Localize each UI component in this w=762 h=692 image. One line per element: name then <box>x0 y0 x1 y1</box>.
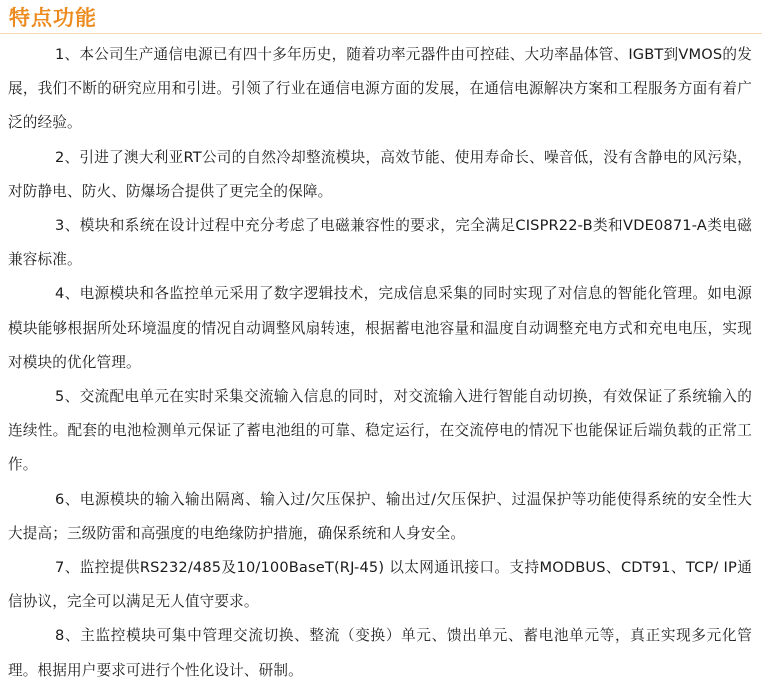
feature-list <box>8 38 752 688</box>
feature-paragraph-6: 6、电源模块的输入输出隔离、输入过/欠压保护、输出过/欠压保护、过温保护等功能使得系统的安全性大大提高；三级防雷和高强度的电绝缘防护措施，确保系统和人身安全。 <box>8 490 752 542</box>
section-title: 特点功能 <box>9 6 97 30</box>
feature-paragraph-5: 5、交流配电单元在实时采集交流输入信息的同时，对交流输入进行智能自动切换，有效保证了系统输入的连续性。配套的电池检测单元保证了蓄电池组的可靠、稳定运行，在交流停电的情况下也能保证后端负载的正常工作。 <box>8 388 752 474</box>
feature-paragraph-2: 2、引进了澳大利亚RT公司的自然冷却整流模块，高效节能、使用寿命长、噪音低，没有含静电的风污染，对防静电、防火、防爆场合提供了更完全的保障。 <box>8 148 752 200</box>
feature-paragraph-8: 8、主监控模块可集中管理交流切换、整流（变换）单元、馈出单元、蓄电池单元等，真正实现多元化管理。根据用户要求可进行个性化设计、研制。 <box>8 627 752 679</box>
title-divider <box>0 33 762 34</box>
feature-paragraph-4: 4、电源模块和各监控单元采用了数字逻辑技术，完成信息采集的同时实现了对信息的智能化管理。如电源模块能够根据所处环境温度的情况自动调整风扇转速，根据蓄电池容量和温度自动调整充电方式和充电电压，实现对模块的优化管理。 <box>8 285 752 371</box>
feature-paragraph-3: 3、模块和系统在设计过程中充分考虑了电磁兼容性的要求，完全满足CISPR22-B类和VDE0871-A类电磁兼容标准。 <box>8 217 752 269</box>
feature-paragraph-1: 1、本公司生产通信电源已有四十多年历史，随着功率元器件由可控硅、大功率晶体管、IGBT到VMOS的发展，我们不断的研究应用和引进。引领了行业在通信电源方面的发展，在通信电源解决方案和工程服务方面有着广泛的经验。 <box>8 46 752 132</box>
feature-paragraph-7: 7、监控提供RS232/485及10/100BaseT(RJ-45) 以太网通讯接口。支持MODBUS、CDT91、TCP/ IP通信协议，完全可以满足无人值守要求。 <box>8 559 752 611</box>
